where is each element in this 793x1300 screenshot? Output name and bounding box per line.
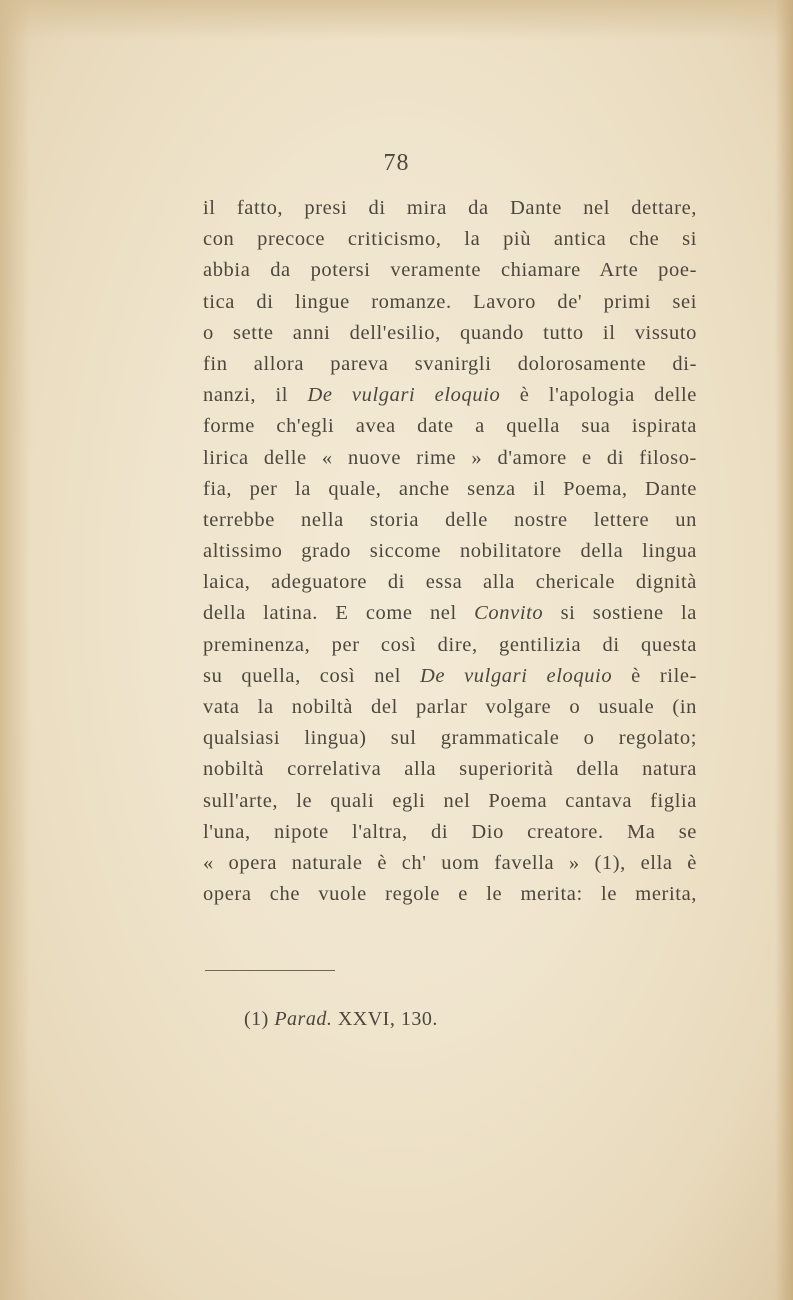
text-line [203, 661, 697, 692]
italic-title: Convito [474, 602, 544, 625]
text-line: vata la nobiltà del parlar volgare o usuale (in [203, 696, 697, 718]
text-line: il fatto, presi di mira da Dante nel dettare, [203, 197, 697, 219]
italic-title: De vulgari eloquio [420, 664, 613, 687]
text-line: altissimo grado siccome nobilitatore della lingua [203, 540, 697, 563]
footnote-source: Parad. [274, 1008, 333, 1030]
page-number: 78 [383, 150, 410, 176]
text-line: qualsiasi lingua) sul grammaticale o regolato; [203, 727, 697, 750]
text-line: fin allora pareva svanirgli dolorosamente di- [203, 352, 697, 375]
text-line: fia, per la quale, anche senza il Poema, Dante [203, 477, 697, 500]
text-run: della latina. E come nel [203, 602, 475, 625]
footnote-reference: XXVI, 130. [337, 1008, 438, 1030]
text-line: sull'arte, le quali egli nel Poema cantava figlia [203, 789, 697, 812]
text-line: con precoce criticismo, la più antica che si [203, 228, 697, 251]
page-edge-top [0, 0, 793, 40]
text-line: abbia da potersi veramente chiamare Arte poe- [203, 259, 697, 282]
text-line [203, 380, 697, 411]
text-line: l'una, nipote l'altra, di Dio creatore. Ma se [203, 820, 697, 843]
text-run: si sostiene la [543, 602, 697, 625]
text-line: lirica delle « nuove rime » d'amore e di filoso- [203, 446, 697, 469]
footnote [244, 1008, 438, 1031]
text-line [203, 598, 697, 629]
italic-title: De vulgari eloquio [307, 384, 501, 407]
text-run: nanzi, il [203, 384, 308, 407]
text-run: è rile- [612, 664, 697, 687]
text-line: preminenza, per così dire, gentilizia di questa [203, 633, 697, 656]
body-text [203, 193, 697, 910]
text-run: su quella, così nel [203, 664, 421, 687]
text-line: laica, adeguatore di essa alla chericale dignità [203, 571, 697, 594]
text-line: nobiltà correlativa alla superiorità della natura [203, 758, 697, 781]
text-line: o sette anni dell'esilio, quando tutto il vissuto [203, 321, 697, 344]
page-edge-right [775, 0, 793, 1300]
text-line: forme ch'egli avea date a quella sua ispirata [203, 415, 697, 438]
text-line: « opera naturale è ch' uom favella » (1), ella è [203, 851, 697, 874]
page-edge-left [0, 0, 30, 1300]
text-line: opera che vuole regole e le merita: le merita, [203, 883, 697, 906]
footnote-divider [205, 970, 335, 971]
text-run: è l'apologia delle [500, 384, 697, 407]
footnote-marker: (1) [244, 1008, 269, 1030]
text-line: terrebbe nella storia delle nostre lettere un [203, 508, 697, 531]
text-line: tica di lingue romanze. Lavoro de' primi sei [203, 290, 697, 313]
